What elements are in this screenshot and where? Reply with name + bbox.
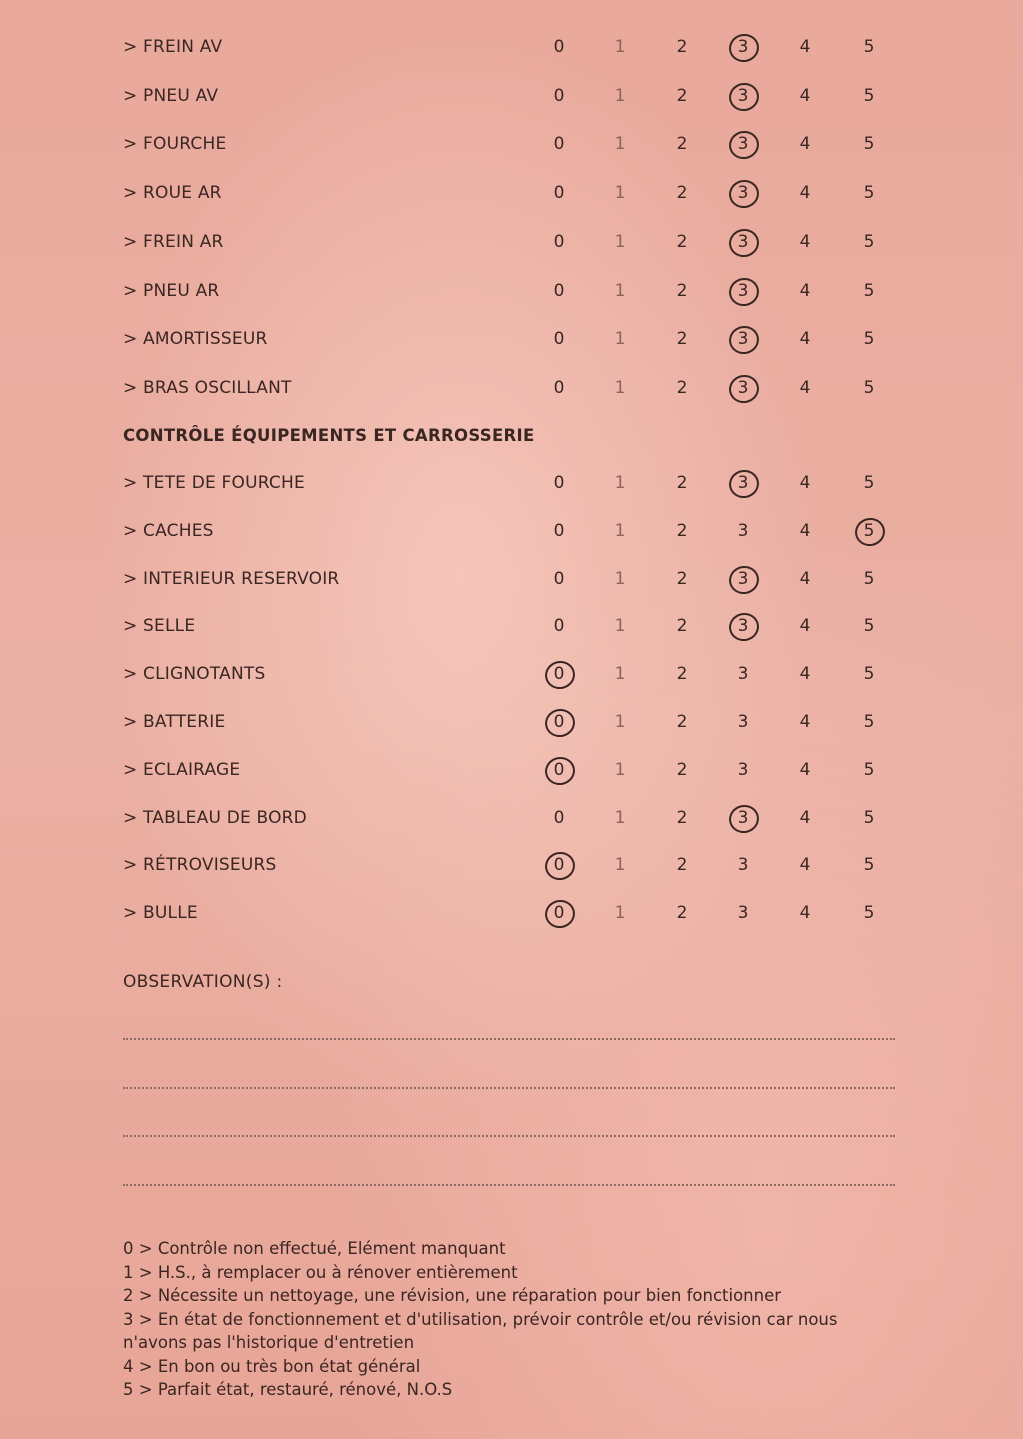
score-option[interactable]: 5 (863, 903, 875, 924)
checklist-row (0, 276, 1023, 306)
item-label: > FREIN AR (123, 231, 224, 252)
score-option[interactable]: 3 (737, 520, 749, 541)
score-option[interactable]: 1 (614, 664, 626, 685)
score-option[interactable]: 3 (737, 759, 749, 780)
score-option[interactable]: 2 (676, 231, 688, 252)
item-label: > FOURCHE (123, 134, 227, 155)
checklist-row (0, 707, 1023, 737)
item-label: > PNEU AV (123, 85, 219, 106)
score-option[interactable]: 4 (799, 85, 811, 106)
score-option[interactable]: 2 (676, 664, 688, 685)
checklist-row (0, 227, 1023, 257)
score-circled[interactable]: 3 (725, 276, 761, 306)
item-label: > CLIGNOTANTS (123, 664, 266, 685)
item-label: > FREIN AV (123, 37, 223, 57)
item-label: > ROUE AR (123, 183, 222, 204)
checklist-row (0, 850, 1023, 880)
item-label: > SELLE (123, 616, 196, 637)
checklist-row (0, 611, 1023, 641)
score-option[interactable]: 3 (737, 903, 749, 924)
score-option[interactable]: 5 (863, 134, 875, 155)
legend-line: 3 > En état de fonctionnement et d'utilisation, prévoir contrôle et/ou révision car nous (123, 1309, 838, 1329)
item-label: > AMORTISSEUR (123, 329, 268, 350)
score-option[interactable]: 1 (614, 473, 626, 493)
score-circled[interactable]: 0 (541, 755, 577, 785)
score-option[interactable]: 1 (614, 280, 626, 301)
score-option[interactable]: 1 (614, 85, 626, 106)
item-label: > BRAS OSCILLANT (123, 377, 292, 398)
checklist-row (0, 129, 1023, 159)
score-option[interactable]: 2 (676, 807, 688, 828)
item-label: > PNEU AR (123, 280, 220, 301)
score-option[interactable]: 4 (799, 37, 811, 57)
score-option[interactable]: 0 (553, 85, 565, 106)
item-label: > CACHES (123, 520, 214, 541)
checklist-row (0, 564, 1023, 594)
score-option[interactable]: 4 (799, 568, 811, 589)
checklist-row (0, 468, 1023, 498)
checklist-row (0, 803, 1023, 833)
score-option[interactable]: 1 (614, 329, 626, 350)
score-option[interactable]: 5 (863, 231, 875, 252)
legend-line: 4 > En bon ou très bon état général (123, 1356, 421, 1376)
score-option[interactable]: 0 (553, 473, 565, 493)
score-option[interactable]: 4 (799, 759, 811, 780)
legend-line: 0 > Contrôle non effectué, Elément manquant (123, 1239, 506, 1258)
score-option[interactable]: 0 (553, 616, 565, 637)
legend-line: 5 > Parfait état, restauré, rénové, N.O.S (123, 1380, 453, 1399)
checklist-row (0, 32, 1023, 62)
score-option[interactable]: 4 (799, 329, 811, 350)
score-circled[interactable]: 3 (725, 373, 761, 403)
score-option[interactable]: 0 (553, 37, 565, 57)
score-option[interactable]: 0 (553, 280, 565, 301)
score-legend (123, 1237, 903, 1402)
score-option[interactable]: 0 (553, 183, 565, 204)
score-option[interactable]: 2 (676, 280, 688, 301)
score-circled[interactable]: 3 (725, 227, 761, 257)
score-option[interactable]: 5 (863, 377, 875, 398)
score-option[interactable]: 2 (676, 759, 688, 780)
score-option[interactable]: 5 (863, 568, 875, 589)
score-option[interactable]: 0 (553, 134, 565, 155)
score-option[interactable]: 0 (553, 377, 565, 398)
legend-line: 2 > Nécessite un nettoyage, une révision, une réparation pour bien fonctionner (123, 1286, 782, 1305)
item-label: > INTERIEUR RESERVOIR (123, 568, 340, 589)
score-option[interactable]: 2 (676, 568, 688, 589)
observation-line (123, 1184, 895, 1186)
score-option[interactable]: 5 (863, 807, 875, 828)
score-circled[interactable]: 0 (541, 659, 577, 689)
checklist-row (0, 755, 1023, 785)
score-option[interactable]: 5 (863, 280, 875, 301)
score-option[interactable]: 4 (799, 855, 811, 876)
score-option[interactable]: 5 (863, 37, 875, 57)
score-circled[interactable]: 3 (725, 611, 761, 641)
score-option[interactable]: 2 (676, 520, 688, 541)
score-circled[interactable]: 3 (725, 178, 761, 208)
score-option[interactable]: 2 (676, 473, 688, 493)
score-option[interactable]: 2 (676, 329, 688, 350)
score-option[interactable]: 4 (799, 473, 811, 493)
score-option[interactable]: 1 (614, 855, 626, 876)
checklist-row (0, 373, 1023, 403)
score-option[interactable]: 1 (614, 520, 626, 541)
score-option[interactable]: 1 (614, 807, 626, 828)
observations-label: OBSERVATION(S) : (123, 972, 283, 992)
score-option[interactable]: 5 (863, 85, 875, 106)
score-option[interactable]: 4 (799, 807, 811, 828)
score-circled[interactable]: 3 (725, 324, 761, 354)
score-option[interactable]: 5 (863, 183, 875, 204)
score-option[interactable]: 5 (863, 329, 875, 350)
legend-line: 1 > H.S., à remplacer ou à rénover entièrement (123, 1262, 518, 1282)
item-label: > RÉTROVISEURS (123, 855, 277, 876)
score-option[interactable]: 4 (799, 712, 811, 732)
score-option[interactable]: 4 (799, 231, 811, 252)
score-option[interactable]: 0 (553, 807, 565, 828)
score-option[interactable]: 0 (553, 568, 565, 589)
score-option[interactable]: 2 (676, 377, 688, 398)
score-option[interactable]: 5 (863, 616, 875, 637)
score-option[interactable]: 5 (863, 712, 875, 732)
score-option[interactable]: 1 (614, 134, 626, 155)
score-circled[interactable]: 3 (725, 803, 761, 833)
score-option[interactable]: 5 (863, 664, 875, 685)
checklist-row (0, 178, 1023, 208)
checklist-row (0, 898, 1023, 928)
score-option[interactable]: 5 (863, 759, 875, 780)
score-option[interactable]: 1 (614, 231, 626, 252)
score-option[interactable]: 2 (676, 855, 688, 876)
score-option[interactable]: 4 (799, 616, 811, 637)
score-option[interactable]: 1 (614, 568, 626, 589)
score-option[interactable]: 1 (614, 616, 626, 637)
score-option[interactable]: 2 (676, 712, 688, 732)
score-circled[interactable]: 0 (541, 707, 577, 737)
score-option[interactable]: 0 (553, 231, 565, 252)
score-option[interactable]: 2 (676, 85, 688, 106)
score-option[interactable]: 1 (614, 183, 626, 204)
score-option[interactable]: 2 (676, 134, 688, 155)
score-circled[interactable]: 3 (725, 32, 761, 62)
item-label: > TETE DE FOURCHE (123, 473, 305, 493)
score-option[interactable]: 2 (676, 183, 688, 204)
checklist-row (0, 659, 1023, 689)
score-circled[interactable]: 3 (725, 564, 761, 594)
item-label: > BULLE (123, 903, 198, 924)
score-circled[interactable]: 3 (725, 81, 761, 111)
score-option[interactable]: 4 (799, 664, 811, 685)
score-option[interactable]: 4 (799, 183, 811, 204)
score-option[interactable]: 2 (676, 616, 688, 637)
score-option[interactable]: 3 (737, 712, 749, 732)
score-option[interactable]: 2 (676, 903, 688, 924)
score-option[interactable]: 1 (614, 712, 626, 732)
item-label: > TABLEAU DE BORD (123, 807, 307, 828)
checklist-row (0, 516, 1023, 546)
checklist-row (0, 81, 1023, 111)
checklist-row (0, 324, 1023, 354)
observation-line (123, 1135, 895, 1137)
score-circled[interactable]: 3 (725, 468, 761, 498)
score-option[interactable]: 4 (799, 520, 811, 541)
item-label: > BATTERIE (123, 712, 226, 732)
score-option[interactable]: 5 (863, 855, 875, 876)
score-option[interactable]: 1 (614, 377, 626, 398)
score-option[interactable]: 1 (614, 759, 626, 780)
score-option[interactable]: 5 (863, 473, 875, 493)
score-option[interactable]: 3 (737, 664, 749, 685)
score-option[interactable]: 3 (737, 855, 749, 876)
section-title: CONTRÔLE ÉQUIPEMENTS ET CARROSSERIE (123, 426, 535, 445)
item-label: > ECLAIRAGE (123, 759, 241, 780)
score-option[interactable]: 1 (614, 37, 626, 57)
score-circled[interactable]: 3 (725, 129, 761, 159)
score-option[interactable]: 2 (676, 37, 688, 57)
observation-line (123, 1087, 895, 1089)
score-option[interactable]: 4 (799, 377, 811, 398)
score-option[interactable]: 4 (799, 903, 811, 924)
score-option[interactable]: 4 (799, 280, 811, 301)
observation-line (123, 1038, 895, 1040)
score-option[interactable]: 0 (553, 520, 565, 541)
legend-line: n'avons pas l'historique d'entretien (123, 1333, 415, 1352)
score-circled[interactable]: 0 (541, 850, 577, 880)
score-option[interactable]: 1 (614, 903, 626, 924)
score-option[interactable]: 0 (553, 329, 565, 350)
score-option[interactable]: 4 (799, 134, 811, 155)
score-circled[interactable]: 0 (541, 898, 577, 928)
score-circled[interactable]: 5 (851, 516, 887, 546)
